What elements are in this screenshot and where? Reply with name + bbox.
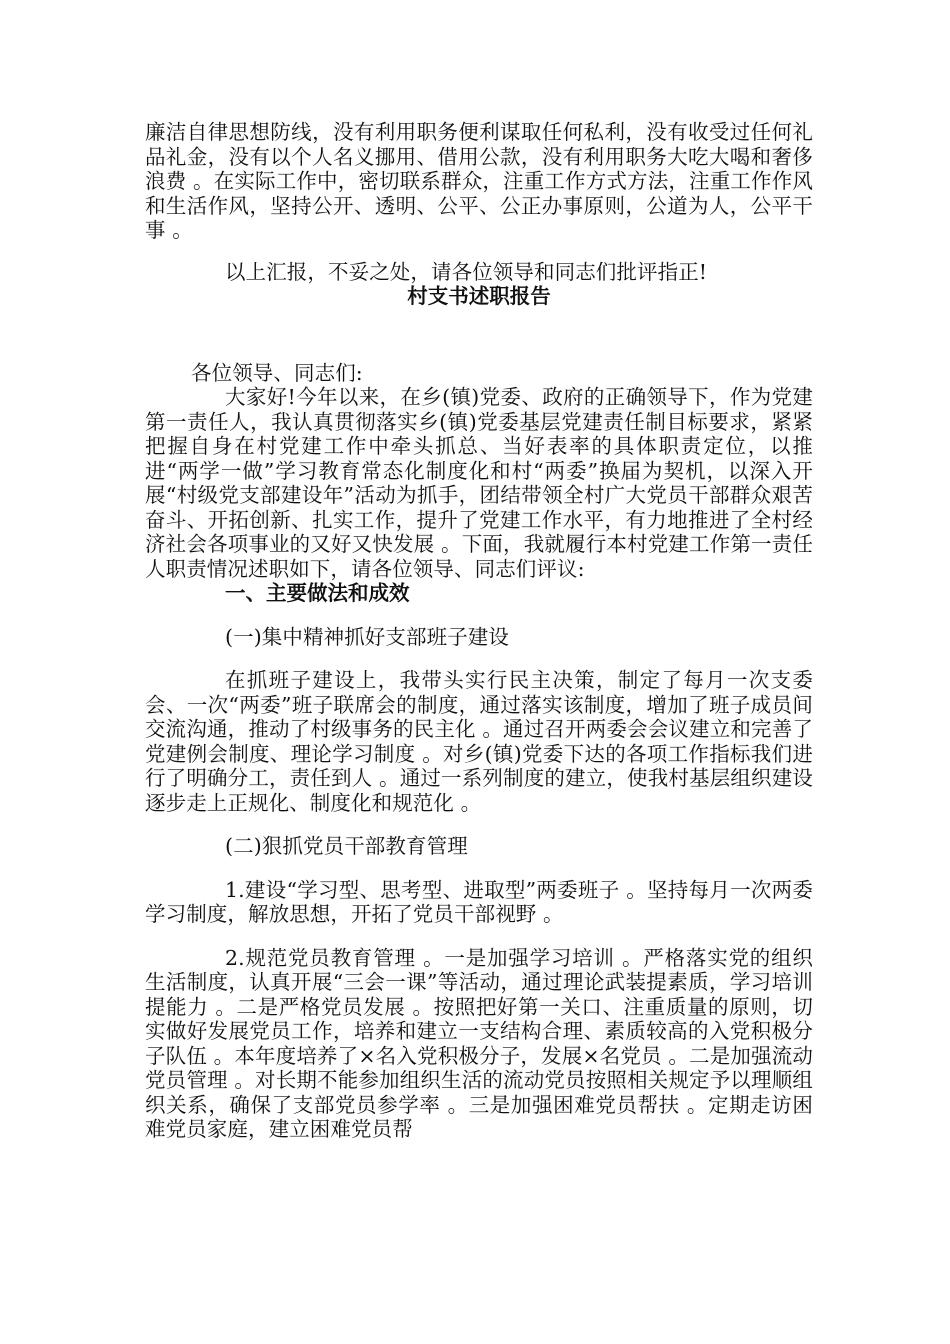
paragraph-item-1: 1.建设“学习型、思考型、进取型”两委班子 。坚持每月一次两委学习制度，解放思想，开拓了党员干部视野 。 bbox=[145, 877, 813, 926]
salutation: 各位领导、同志们: bbox=[191, 360, 363, 385]
document-page bbox=[145, 120, 813, 1142]
document-title: 村支书述职报告 bbox=[407, 284, 551, 308]
subheading-1: (一)集中精神抓好支部班子建设 bbox=[225, 624, 509, 649]
paragraph-section-1: 在抓班子建设上，我带头实行民主决策，制定了每月一次支委会、一次“两委”班子联席会的制度，通过落实该制度，增加了班子成员间交流沟通，推动了村级事务的民主化 。通过召开两委会会议建立和完善了党建例会制度、理论学习制度 。对乡(镇)党委下达的各项工作指标我们进行了明确分工，责任到人 。通过一系列制度的建立，使我村基层组织建设逐步走上正规化、制度化和规范化 。 bbox=[145, 668, 813, 815]
section-heading-1: 一、主要做法和成效 bbox=[225, 581, 410, 605]
paragraph-item-2: 2.规范党员教育管理 。一是加强学习培训 。严格落实党的组织生活制度，认真开展“三会一课”等活动，通过理论武装提素质，学习培训提能力 。二是严格党员发展 。按照把好第一关口、注重质量的原则，切实做好发展党员工作，培养和建立一支结构合理、素质较高的入党积极分子队伍 。本年度培养了×名入党积极分子，发展×名党员 。二是加强流动党员管理 。对长期不能参加组织生活的流动党员按照相关规定予以理顺组织关系，确保了支部党员参学率 。三是加强困难党员帮扶 。定期走访困难党员家庭，建立困难党员帮 bbox=[145, 945, 813, 1141]
subheading-2: (二)狠抓党员干部教育管理 bbox=[225, 834, 468, 858]
paragraph-intro-end: 廉洁自律思想防线，没有利用职务便利谋取任何私利，没有收受过任何礼品礼金，没有以个人名义挪用、借用公款，没有利用职务大吃大喝和奢侈浪费 。在实际工作中，密切联系群众，注重工作方式方法，注重工作作风和生活作风，坚持公开、透明、公平、公正办事原则，公道为人，公平干事 。 bbox=[145, 120, 813, 242]
paragraph-closing: 以上汇报，不妥之处，请各位领导和同志们批评指正! bbox=[225, 259, 708, 284]
paragraph-opening: 大家好!今年以来，在乡(镇)党委、政府的正确领导下，作为党建第一责任人，我认真贯彻落实乡(镇)党委基层党建责任制目标要求，紧紧把握自身在村党建工作中牵头抓总、当好表率的具体职责定位，以推进“两学一做”学习教育常态化制度化和村“两委”换届为契机，以深入开展“村级党支部建设年”活动为抓手，团结带领全村广大党员干部群众艰苦奋斗、开拓创新、扎实工作，提升了党建工作水平，有力地推进了全村经济社会各项事业的又好又快发展 。下面，我就履行本村党建工作第一责任人职责情况述职如下，请各位领导、同志们评议: bbox=[145, 385, 813, 581]
